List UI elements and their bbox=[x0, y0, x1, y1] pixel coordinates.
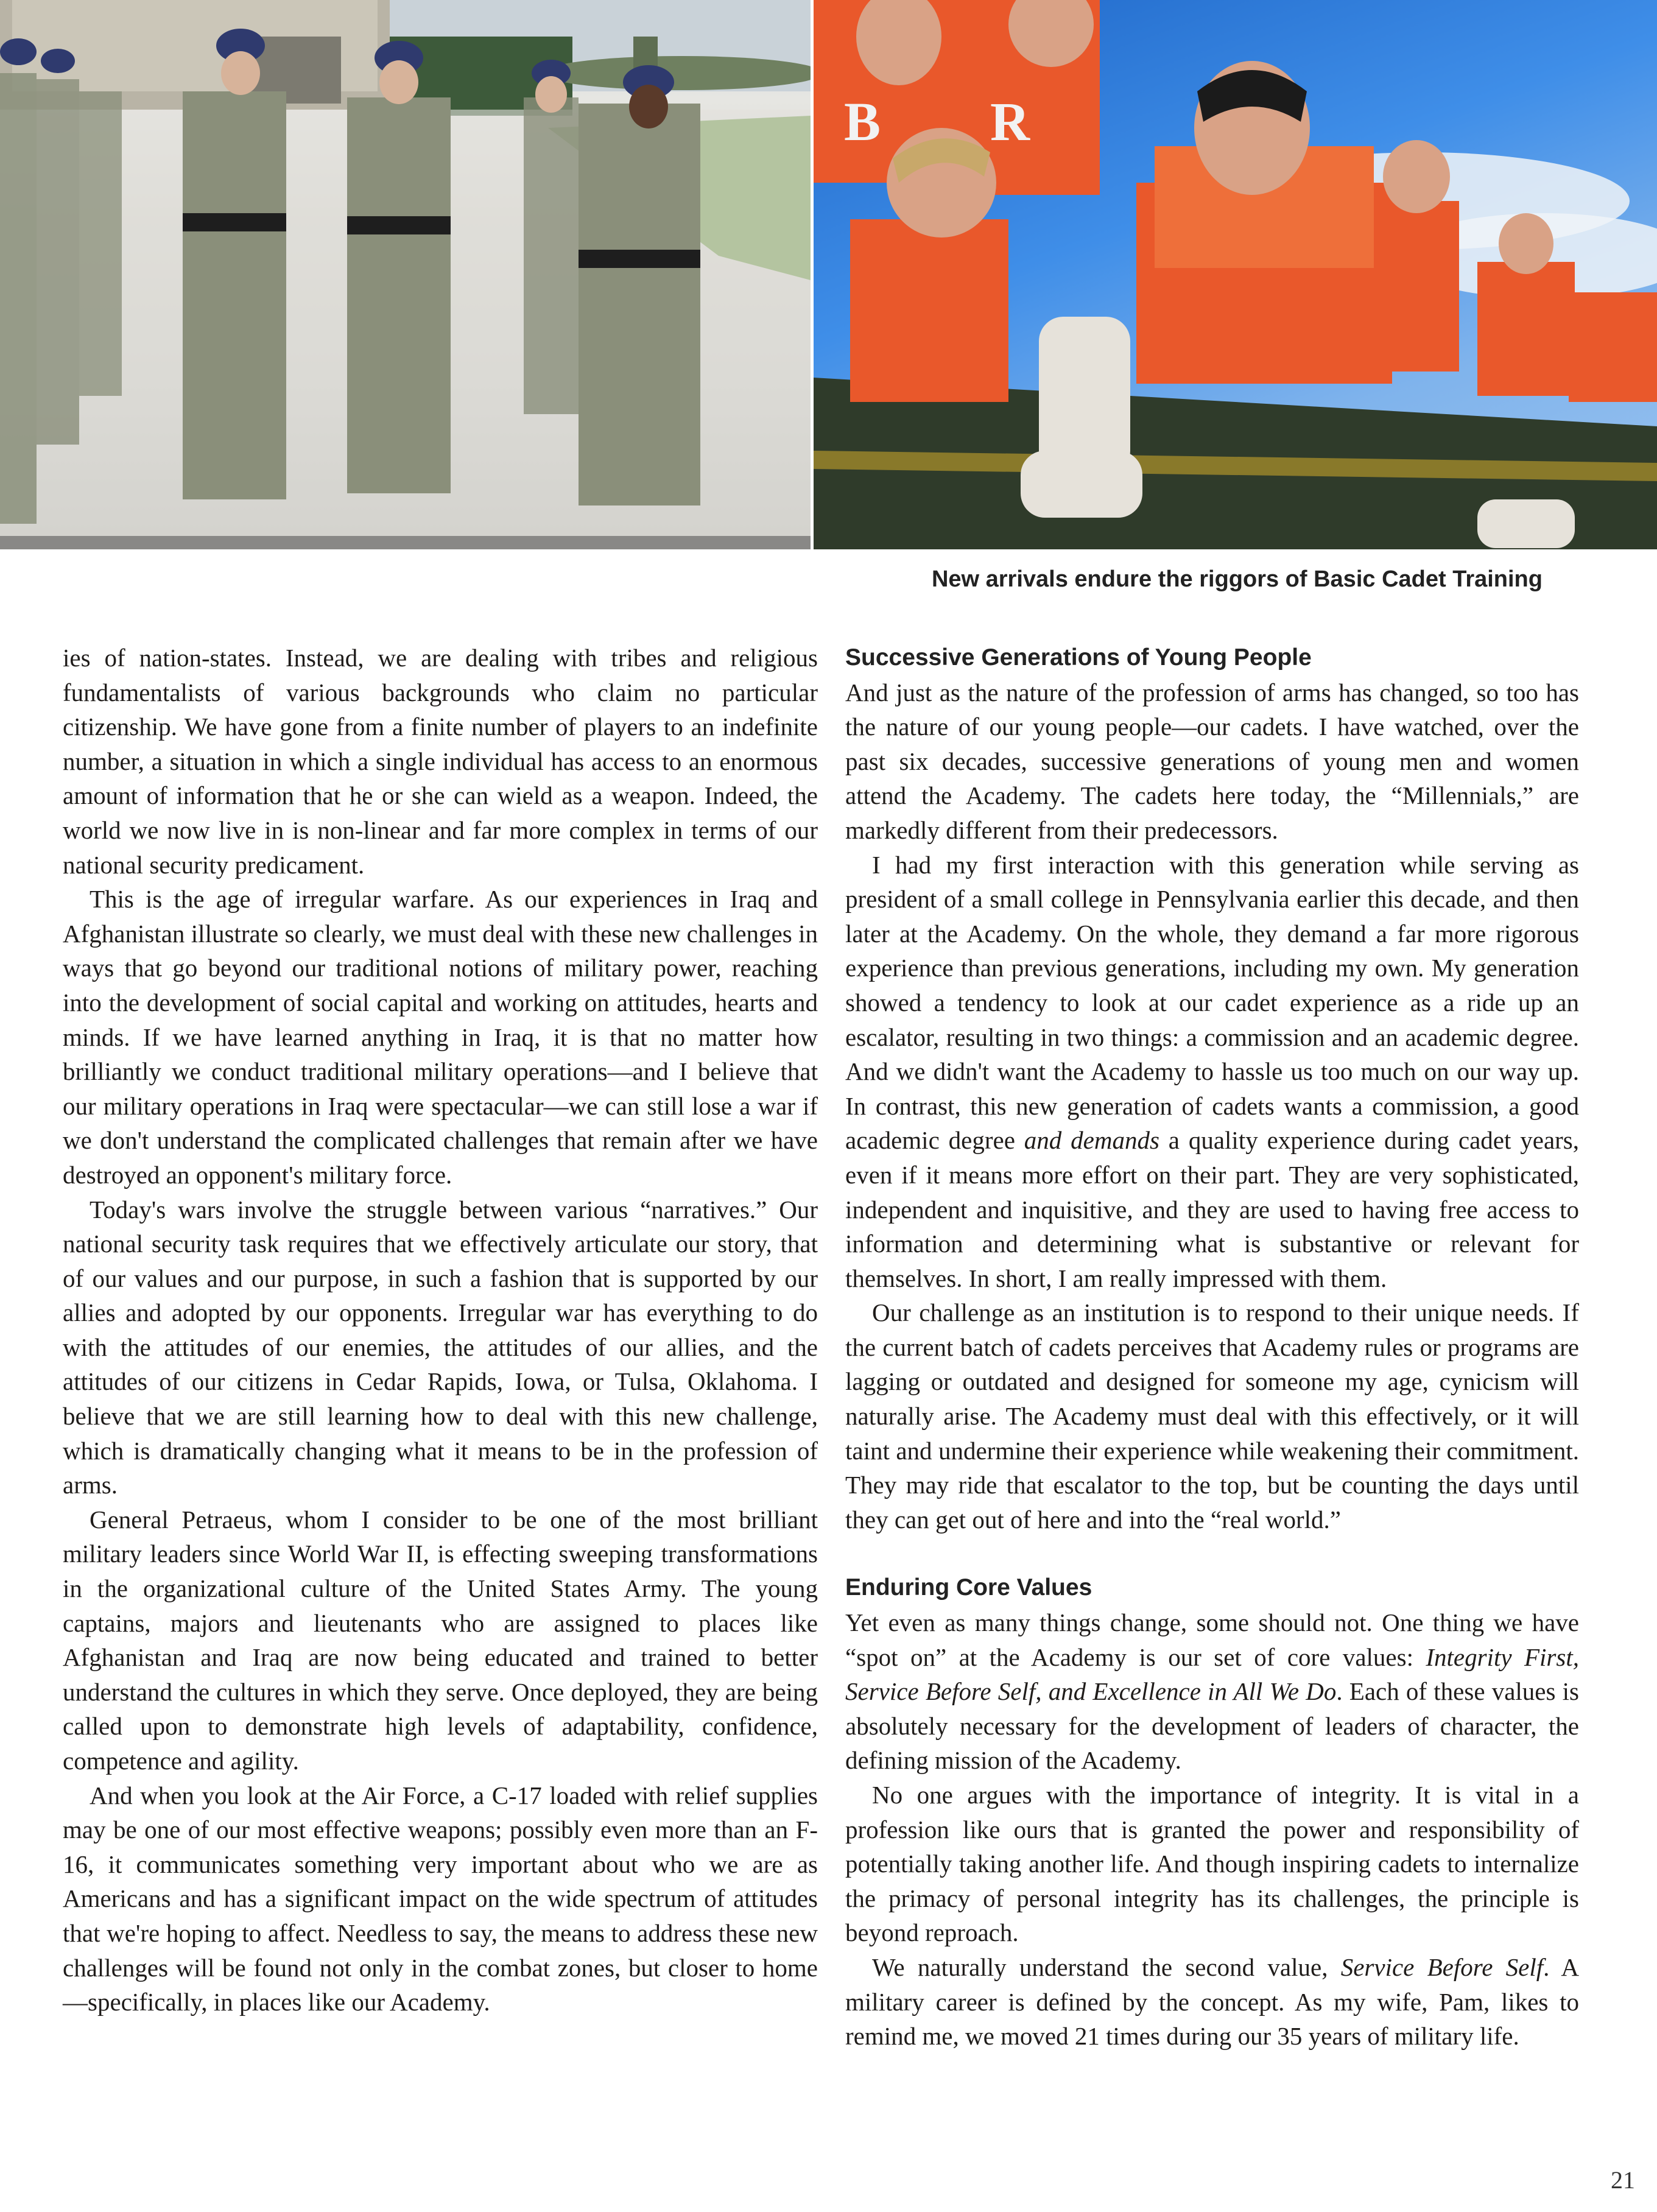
paragraph: ies of nation-states. Instead, we are dealing with tribes and religious fundamentalists of various backgrounds who claim no particular citizenship. We have gone from a finite number of players to an indefinite number, a situation in which a single individual has access to an enormous amount of information that he or she can wield as a weapon. Indeed, the world we now live in is non-linear and far more complex in terms of our national security predicament. bbox=[63, 644, 818, 879]
paragraph bbox=[845, 848, 1579, 1296]
text-run: Yet even as many things change, some should not. One thing we have “spot on” at the Academy is our set of core values: bbox=[845, 1608, 1579, 1671]
paragraph: General Petraeus, whom I consider to be one of the most brilliant military leaders since World War II, is effecting sweeping transformations in the organizational culture of the United States Army. The young captains, majors and lieutenants who are assigned to places like Afghanistan and Iraq are now being educated and trained to better understand the cultures in which they serve. Once deployed, they are being called upon to demonstrate high levels of adaptability, confidence, competence and agility. bbox=[63, 1505, 818, 1775]
text-run: . A military career is defined by the concept. As my wife, Pam, likes to remind me, we moved 21 times during our 35 years of military life. bbox=[845, 1953, 1579, 2051]
paragraph bbox=[845, 1605, 1579, 1778]
emphasis: and demands bbox=[1024, 1126, 1159, 1155]
text-run: a quality experience during cadet years, even if it means more effort on their part. They are very sophisticated, independent and inquisitive, and they are used to having free access to information and determining what is substantive or relevant for themselves. In short, I am really impressed with them. bbox=[845, 1126, 1579, 1292]
cadets-training-illustration bbox=[814, 0, 1657, 549]
paragraph bbox=[845, 1950, 1579, 2054]
paragraph: Our challenge as an institution is to respond to their unique needs. If the current batch of cadets perceives that Academy rules or programs are lagging or outdated and designed for someone my age, cynicism will naturally arise. The Academy must deal with this effectively, or it will taint and undermine their experience while weakening their commitment. They may ride that escalator to the top, but be counting the days until they can get out of here and into the “real world.” bbox=[845, 1298, 1579, 1534]
emphasis: Service Before Self bbox=[1340, 1953, 1544, 1981]
photo-cadets-marching bbox=[0, 0, 811, 549]
svg-text:B: B bbox=[844, 92, 881, 152]
paragraph: And when you look at the Air Force, a C-17 loaded with relief supplies may be one of our most effective weapons; possibly even more than an F-16, it communicates something very important about who we are as Americans and has a significant impact on the wide spectrum of attitudes that we're hoping to affect. Needless to say, the means to address these new challenges will be found not only in the combat zones, but closer to home—specifically, in places like our Academy. bbox=[63, 1781, 818, 2017]
section-heading: Enduring Core Values bbox=[845, 1574, 1092, 1601]
emphasis: Integrity First, Service Before Self, and Excellence in All We Do bbox=[845, 1643, 1579, 1706]
page-number: 21 bbox=[1611, 2166, 1635, 2194]
cadets-marching-illustration bbox=[0, 0, 811, 549]
right-column bbox=[845, 641, 1579, 2054]
paragraph: And just as the nature of the profession of arms has changed, so too has the nature of our young people—our cadets. I have watched, over the past six decades, successive generations of young men and women attend the Academy. The cadets here today, the “Millennials,” are markedly different from their predecessors. bbox=[845, 678, 1579, 844]
section-heading: Successive Generations of Young People bbox=[845, 644, 1312, 671]
text-run: . Each of these values is absolutely necessary for the development of leaders of character, the defining mission of the Academy. bbox=[845, 1677, 1579, 1775]
paragraph: This is the age of irregular warfare. As our experiences in Iraq and Afghanistan illustrate so clearly, we must deal with these new challenges in ways that go beyond our traditional notions of military power, reaching into the development of social capital and working on attitudes, hearts and minds. If we have learned anything in Iraq, it is that no matter how brilliantly we conduct traditional military operations—and I believe that our military operations in Iraq were spectacular—we can still lose a war if we don't understand the complicated challenges that remain after we have destroyed an opponent's military force. bbox=[63, 885, 818, 1189]
left-column bbox=[63, 641, 818, 2020]
paragraph: No one argues with the importance of integrity. It is vital in a profession like ours that is granted the power and responsibility of potentially taking another life. And though inspiring cadets to internalize the primacy of personal integrity has its challenges, the principle is beyond reproach. bbox=[845, 1781, 1579, 1947]
text-run: We naturally understand the second value, bbox=[872, 1953, 1341, 1981]
photo-caption: New arrivals endure the riggors of Basic Cadet Training bbox=[931, 566, 1543, 592]
text-run: I had my first interaction with this generation while serving as president of a small college in Pennsylvania earlier this decade, and then later at the Academy. On the whole, they demand a far more rigorous experience than previous generations, including my own. My generation showed a tendency to look at our cadet experience as a ride up an escalator, resulting in two things: a commission and an academic degree. And we didn't want the Academy to hassle us too much on our way up. In contrast, this new generation of cadets wants a commission, a good academic degree bbox=[845, 850, 1579, 1155]
svg-text:R: R bbox=[990, 92, 1030, 152]
photo-cadets-training bbox=[814, 0, 1657, 549]
paragraph: Today's wars involve the struggle between various “narratives.” Our national security task requires that we effectively articulate our story, that of our values and our purpose, in such a fashion that is supported by our allies and adopted by our opponents. Irregular war has everything to do with the attitudes of our enemies, the attitudes of our allies, and the attitudes of our citizens in Cedar Rapids, Iowa, or Tulsa, Oklahoma. I believe that we are still learning how to deal with this new challenge, which is dramatically changing what it means to be in the profession of arms. bbox=[63, 1195, 818, 1499]
